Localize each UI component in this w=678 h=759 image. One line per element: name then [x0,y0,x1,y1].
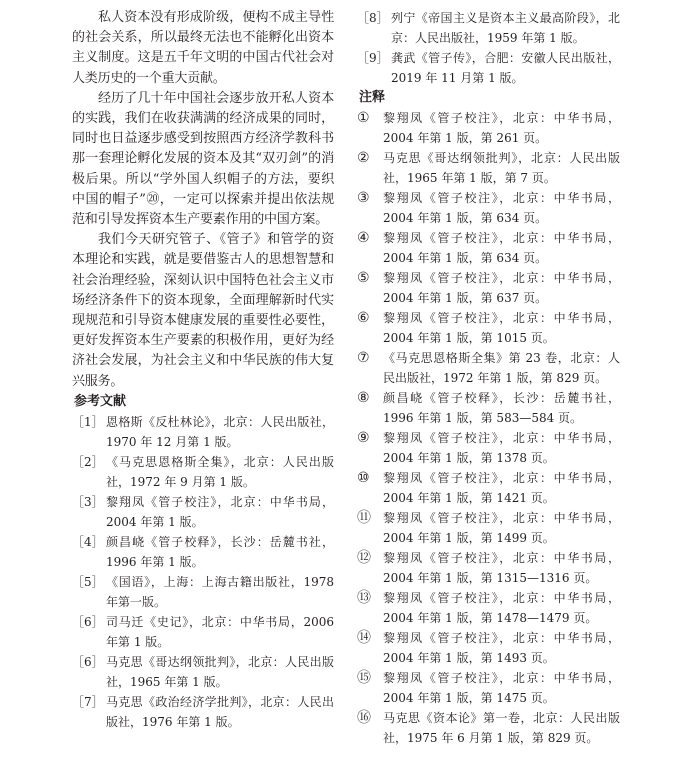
note-text: 颜昌峣《管子校释》，长沙：岳麓书社，1996 年第 1 版，第 583—584 页。 [383,391,620,425]
note-marker: ⑩ [357,470,370,486]
reference-item [72,452,334,492]
note-marker: ⑯ [357,710,371,726]
note-text: 黎翔凤《管子校注》，北京：中华书局，2004 年第 1 版，第 1499 页。 [383,511,620,545]
note-text: 马克思《哥达纲领批判》，北京：人民出版社，1965 年第 1 版，第 7 页。 [383,151,620,185]
note-item [357,708,620,748]
note-item [357,148,620,188]
note-text: 黎翔凤《管子校注》，北京：中华书局，2004 年第 1 版，第 1475 页。 [383,671,620,705]
reference-item [72,692,334,732]
note-marker: ⑬ [357,590,371,606]
reference-text: 《国语》，上海：上海古籍出版社，1978 年第一版。 [106,574,334,609]
notes-list [357,108,620,748]
reference-number: ［6］ [72,654,104,669]
reference-number: ［3］ [72,494,104,509]
note-text: 马克思《资本论》第一卷，北京：人民出版社，1975 年 6 月第 1 版，第 829 页。 [383,711,620,745]
note-item [357,468,620,508]
reference-number: ［6］ [72,614,104,629]
reference-item [357,8,620,48]
reference-text: 马克思《哥达纲领批判》，北京：人民出版社，1965 年第 1 版。 [106,654,334,689]
note-item [357,308,620,348]
references-heading: 参考文献 [74,393,127,409]
reference-text: 司马迁《史记》，北京：中华书局，2006 年第 1 版。 [106,614,334,649]
left-column [72,8,334,732]
reference-number: ［2］ [72,454,104,469]
note-item [357,348,620,388]
reference-item [72,572,334,612]
note-text: 黎翔凤《管子校注》，北京：中华书局，2004 年第 1 版，第 1421 页。 [383,471,620,505]
reference-item [72,492,334,532]
note-marker: ⑫ [357,550,371,566]
note-text: 《马克思恩格斯全集》第 23 卷，北京：人民出版社，1972 年第 1 版，第 829 页。 [383,351,620,385]
reference-item [72,612,334,652]
reference-text: 黎翔凤《管子校注》，北京：中华书局，2004 年第 1 版。 [106,494,334,529]
right-column [357,8,620,748]
note-item [357,508,620,548]
note-marker: ① [357,110,370,126]
note-item [357,188,620,228]
note-text: 黎翔凤《管子校注》，北京：中华书局，2004 年第 1 版，第 261 页。 [383,111,620,145]
note-item [357,108,620,148]
reference-text: 马克思《政治经济学批判》，北京：人民出版社，1976 年第 1 版。 [106,694,334,729]
reference-text: 恩格斯《反杜林论》，北京：人民出版社，1970 年 12 月第 1 版。 [106,414,334,449]
note-item [357,428,620,468]
note-marker: ⑧ [357,390,370,406]
references-list [72,412,334,732]
reference-item [72,652,334,692]
reference-number: ［4］ [72,534,104,549]
note-marker: ③ [357,190,370,206]
reference-number: ［5］ [72,574,104,589]
references-list-continued [357,8,620,88]
note-marker: ⑥ [357,310,370,326]
reference-number: ［9］ [357,51,389,65]
note-item [357,628,620,668]
note-text: 黎翔凤《管子校注》，北京：中华书局，2004 年第 1 版，第 634 页。 [383,231,620,265]
reference-item [357,48,620,88]
reference-item [72,412,334,452]
note-text: 黎翔凤《管子校注》，北京：中华书局，2004 年第 1 版，第 637 页。 [383,271,620,305]
note-marker: ⑭ [357,630,371,646]
body-paragraph: 我们今天研究管子、《管子》和管学的资本理论和实践，就是要借鉴古人的思想智慧和社会治理经验，深刻认识中国特色社会主义市场经济条件下的资本现象，全面理解新时代实现规范和引导资本健康发展的重要性必要性，更好发挥资本生产要素的积极作用，更好为经济社会发展，为社会主义和中华民族的伟大复兴服务。 [72,232,334,389]
reference-number: ［8］ [357,11,389,25]
note-marker: ⑤ [357,270,370,286]
note-text: 黎翔凤《管子校注》，北京：中华书局，2004 年第 1 版，第 1478—1479 页。 [383,591,620,625]
notes-heading: 注释 [359,90,386,105]
note-item [357,548,620,588]
note-marker: ⑮ [357,670,371,686]
note-text: 黎翔凤《管子校注》，北京：中华书局，2004 年第 1 版，第 1378 页。 [383,431,620,465]
note-marker: ② [357,150,370,166]
note-item [357,668,620,708]
note-item [357,228,620,268]
reference-number: ［1］ [72,414,104,429]
note-text: 黎翔凤《管子校注》，北京：中华书局，2004 年第 1 版，第 1315—1316 页。 [383,551,620,585]
note-marker: ⑨ [357,430,370,446]
note-item [357,588,620,628]
note-text: 黎翔凤《管子校注》，北京：中华书局，2004 年第 1 版，第 1015 页。 [383,311,620,345]
reference-text: 颜昌峣《管子校释》，长沙：岳麓书社，1996 年第 1 版。 [106,534,334,569]
reference-item [72,532,334,572]
body-paragraph: 经历了几十年中国社会逐步放开私人资本的实践，我们在收获满满的经济成果的同时，同时也日益逐步感受到按照西方经济学教科书那一套理论孵化发展的资本及其“双刃剑”的消极后果。所以“学外国人织帽子的方法，要织中国的帽子”⑳，一定可以探索并提出依法规范和引导发挥资本生产要素作用的中国方案。 [72,90,334,228]
body-paragraph: 私人资本没有形成阶级，便构不成主导性的社会关系，所以最终无法也不能孵化出资本主义制度。这是五千年文明的中国古代社会对人类历史的一个重大贡献。 [72,10,334,86]
note-text: 黎翔凤《管子校注》，北京：中华书局，2004 年第 1 版，第 1493 页。 [383,631,620,665]
note-marker: ⑦ [357,350,370,366]
reference-text: 《马克思恩格斯全集》，北京：人民出版社，1972 年 9 月第 1 版。 [106,454,334,489]
note-marker: ⑪ [357,510,371,526]
note-item [357,268,620,308]
reference-text: 龚武《管子传》，合肥：安徽人民出版社，2019 年 11 月第 1 版。 [391,51,620,85]
note-marker: ④ [357,230,370,246]
note-item [357,388,620,428]
note-text: 黎翔凤《管子校注》，北京：中华书局，2004 年第 1 版，第 634 页。 [383,191,620,225]
reference-number: ［7］ [72,694,104,709]
reference-text: 列宁《帝国主义是资本主义最高阶段》，北京：人民出版社，1959 年第 1 版。 [391,11,620,45]
